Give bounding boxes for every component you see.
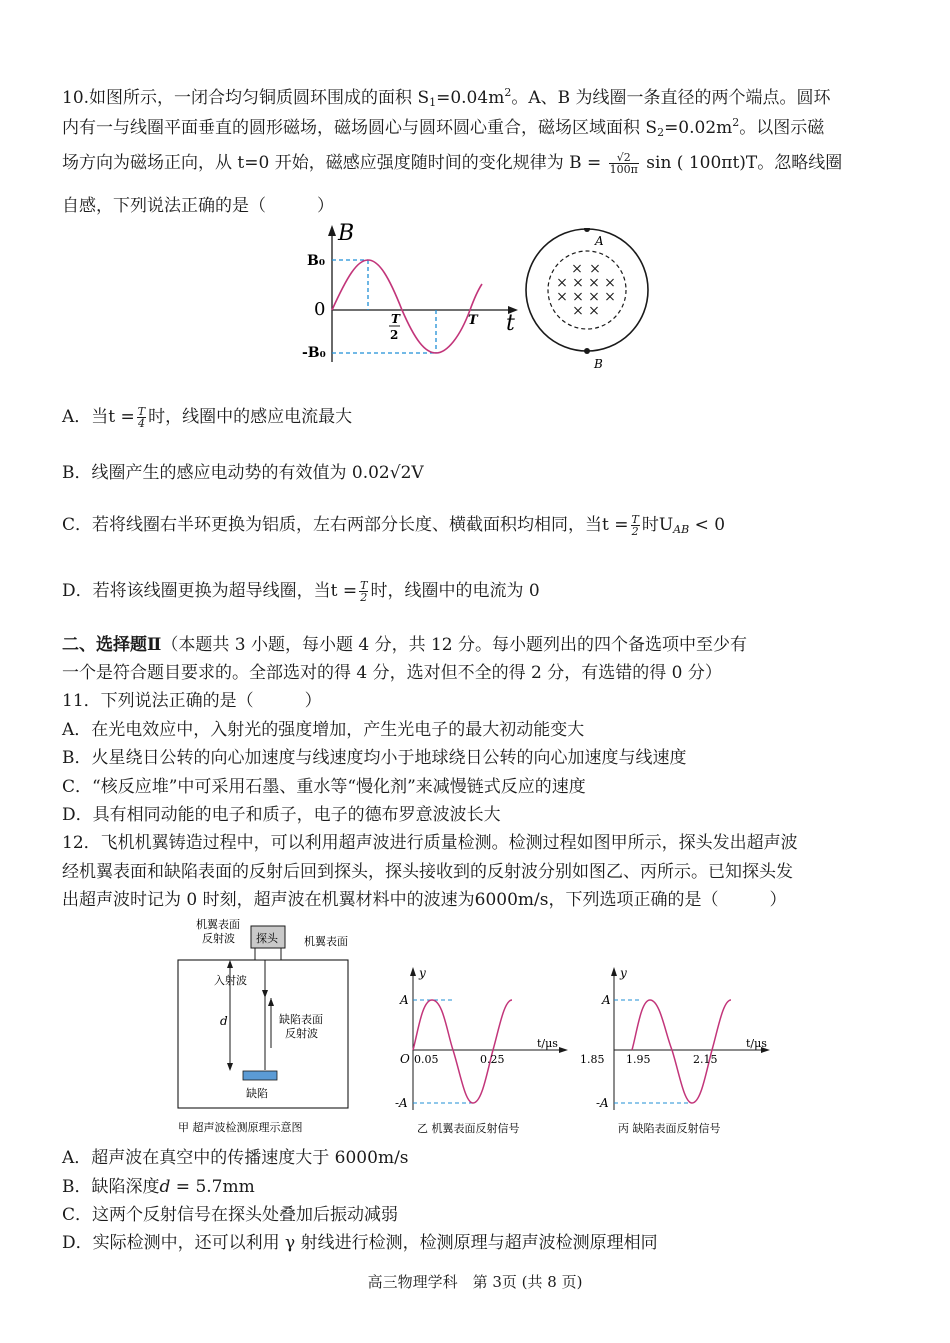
point-a-dot — [584, 228, 590, 232]
fig-b-y-label: y — [419, 966, 426, 980]
q12-option-a: A．超声波在真空中的传播速度大于 6000m/s — [62, 1148, 409, 1168]
fig-a-surface-reflect-1: 机翼表面 — [196, 918, 240, 931]
q10-axis-b-label: B — [338, 222, 355, 246]
fig-a-d-label: d — [220, 1014, 228, 1028]
q11-option-b: B．火星绕日公转的向心加速度与线速度均小于地球绕日公转的向心加速度与线速度 — [62, 748, 687, 768]
q11-option-c: C．“核反应堆”中可采用石墨、重水等“慢化剂”来减慢链式反应的速度 — [62, 777, 586, 797]
cross-mark: × — [571, 261, 583, 277]
cross-mark: × — [572, 275, 584, 291]
cross-mark: × — [556, 289, 568, 305]
fig-c-t2-label: 2.15 — [693, 1053, 718, 1066]
q10-t-label: T — [468, 313, 478, 328]
field-cross-marks — [556, 261, 616, 319]
cross-mark: × — [556, 275, 568, 291]
fig-b-caption: 乙 机翼表面反射信号 — [417, 1122, 520, 1135]
q12-option-d: D．实际检测中，还可以利用 γ 射线进行检测，检测原理与超声波检测原理相同 — [62, 1233, 658, 1253]
fig-c-y-label: y — [620, 966, 627, 980]
fig-a-wing-surface-label: 机翼表面 — [304, 935, 348, 948]
q10-option-d: D．若将该线圈更换为超导线圈，当t = $\frac{T}{2}$ 时，线圈中的电流为 0 — [62, 579, 540, 604]
q11-stem: 11．下列说法正确的是（ ） — [62, 691, 322, 711]
fig-c-t1-label: 1.95 — [626, 1053, 651, 1066]
q10-half-t-num: T — [391, 312, 400, 326]
q10-line-1: 10.如图所示，一闭合均匀铜质圆环围成的面积 $S_1=0.04m^2$。A、B 为线圈一条直径的两个端点。圆环 — [62, 86, 831, 109]
fig-c-caption: 丙 缺陷表面反射信号 — [618, 1122, 721, 1135]
fig-b-neg-a-label: -A — [395, 1096, 408, 1110]
q10-line-2: 内有一与线圈平面垂直的圆形磁场，磁场圆心与圆环圆心重合，磁场区域面积 $S_2=0.02m^2$。以图示磁 — [62, 116, 825, 139]
fig-a-surface-reflect-2: 反射波 — [202, 932, 235, 945]
fig-b-t1-label: 0.05 — [414, 1053, 439, 1066]
fig-a-defect-reflect-1: 缺陷表面 — [279, 1013, 323, 1026]
cross-mark: × — [588, 289, 600, 305]
fig-a-probe-label: 探头 — [256, 932, 278, 945]
fig-a-caption: 甲 超声波检测原理示意图 — [178, 1121, 303, 1134]
point-b-dot — [584, 348, 590, 354]
q10-option-c: C．若将线圈右半环更换为铝质，左右两部分长度、横截面积均相同，当t = $\frac{T}{2}$ 时$U_{AB} < 0$ — [62, 513, 726, 538]
point-b-label: B — [594, 357, 603, 371]
q10-neg-b0-label: -B₀ — [302, 345, 326, 361]
q10-b-curve — [332, 260, 482, 353]
fig-b-a-label: A — [400, 993, 409, 1007]
q12-option-b: B．缺陷深度d = 5.7mm — [62, 1177, 255, 1197]
q11-option-d: D．具有相同动能的电子和质子，电子的德布罗意波波长大 — [62, 805, 501, 825]
q10-coef-fraction: $\frac{√2}{100\pi}$ — [609, 151, 638, 176]
q12-fig-b-signal — [385, 962, 575, 1140]
fig-a-defect-reflect-2: 反射波 — [285, 1027, 318, 1040]
fig-b-t2-label: 0.25 — [480, 1053, 505, 1066]
cross-mark: × — [604, 275, 616, 291]
fig-c-wave — [632, 1000, 731, 1103]
cross-mark: × — [589, 261, 601, 277]
section2-title: 二、选择题Ⅱ — [62, 635, 162, 655]
fig-c-a-label: A — [602, 993, 611, 1007]
fig-a-incident-label: 入射波 — [214, 974, 247, 987]
cross-mark: × — [588, 303, 600, 319]
cross-mark: × — [572, 303, 584, 319]
q12-line-2: 经机翼表面和缺陷表面的反射后回到探头，探头接收到的反射波分别如图乙、丙所示。已知探头发 — [62, 862, 793, 882]
q12-fig-c-signal — [580, 962, 780, 1140]
q10-option-b: B．线圈产生的感应电动势的有效值为 0.02√2V — [62, 463, 424, 483]
q12-line-1: 12．飞机机翼铸造过程中，可以利用超声波进行质量检测。检测过程如图甲所示，探头发出超声波 — [62, 833, 798, 853]
q10-bt-graph — [300, 222, 522, 372]
q10-ring-figure — [522, 228, 657, 376]
cross-mark: × — [588, 275, 600, 291]
q10-origin-label: 0 — [314, 299, 326, 320]
fig-c-t0-label: 1.85 — [580, 1053, 605, 1066]
cross-mark: × — [604, 289, 616, 305]
page-footer: 高三物理学科 第 3页 (共 8 页) — [367, 1273, 583, 1291]
q10-option-a: A．当t = $\frac{T}{4}$ 时，线圈中的感应电流最大 — [62, 405, 353, 430]
fig-c-neg-a-label: -A — [596, 1096, 609, 1110]
fig-b-wave — [413, 1000, 512, 1103]
fig-c-x-label: t/μs — [746, 1037, 767, 1050]
q11-option-a: A．在光电效应中，入射光的强度增加，产生光电子的最大初动能变大 — [62, 720, 585, 740]
q12-line-3: 出超声波时记为 0 时刻，超声波在机翼材料中的波速为6000m/s，下列选项正确的是（ ） — [62, 890, 787, 910]
fig-b-x-label: t/μs — [537, 1037, 558, 1050]
cross-mark: × — [572, 289, 584, 305]
q10-line-4: 自感，下列说法正确的是（ ） — [62, 196, 334, 216]
section2-header: 二、选择题Ⅱ（本题共 3 小题，每小题 4 分，共 12 分。每小题列出的四个备选项中至少有 — [62, 635, 748, 655]
fig-b-origin-label: O — [400, 1052, 410, 1066]
point-a-label: A — [595, 234, 604, 248]
q10-line-3: 场方向为磁场正向，从 t=0 开始，磁感应强度随时间的变化规律为 B = $\frac{√2}{100\pi}$ sin ( 100πt)T。忽略线圈 — [62, 151, 843, 176]
q10-half-t-den: 2 — [390, 328, 399, 342]
q12-fig-a-schematic — [176, 918, 376, 1140]
section2-desc: 一个是符合题目要求的。全部选对的得 4 分，选对但不全的得 2 分，有选错的得 0 分） — [62, 663, 722, 683]
fig-a-defect-label: 缺陷 — [246, 1087, 268, 1100]
q10-axis-t-label: t — [506, 311, 515, 336]
q10-b0-label: B₀ — [307, 253, 325, 269]
q12-option-c: C．这两个反射信号在探头处叠加后振动减弱 — [62, 1205, 399, 1225]
